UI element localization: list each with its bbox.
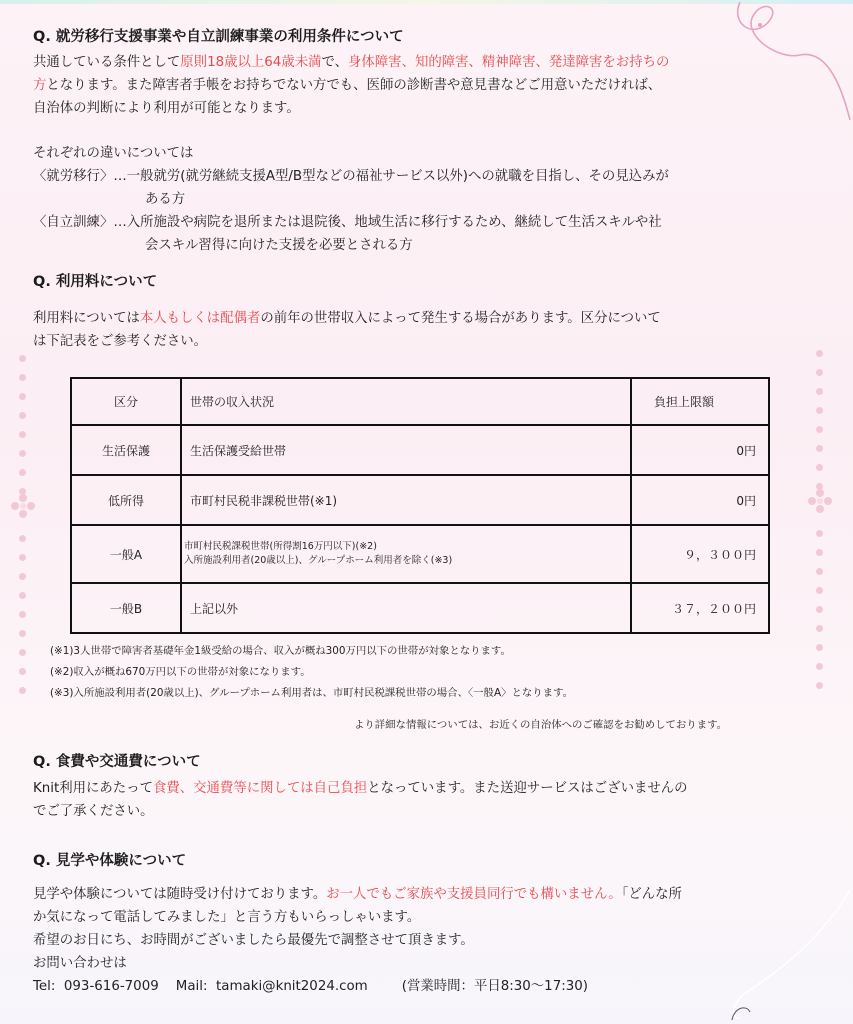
table-row (71, 475, 769, 525)
note-item: (※2)収入が概ね670万円以下の世帯が対象になります。 (50, 666, 311, 678)
table-cell-category: 一般A (71, 525, 181, 583)
q1-body: 共通している条件として原則18歳以上64歳未満で、身体障害、知的障害、精神障害、発達障害をお持ちの 方となります。また障害者手帳をお持ちでない方でも、医師の診断書や意見書などご用意いただければ、 自治体の判断により利用が可能となります。 (33, 55, 670, 116)
fee-table (70, 377, 770, 634)
q2-heading: Q. 利用料について (33, 274, 158, 290)
table-cell-limit: ９，３００円 (631, 525, 769, 583)
more-info-text: より詳細な情報については、お近くの自治体へのご確認をお勧めしております。 (354, 719, 728, 731)
q4-heading: Q. 見学や体験について (33, 853, 187, 869)
note-item: (※1)3人世帯で障害者基礎年金1級受給の場合、収入が概ね300万円以下の世帯が対象となります。 (50, 645, 511, 657)
table-header-cell: 世帯の収入状況 (181, 378, 631, 425)
table-cell-category: 一般B (71, 583, 181, 633)
table-header-row (71, 378, 769, 425)
contact-info: Tel: 093-616-7009 Mail: tamaki@knit2024.com (営業時間：平日8:30～17:30) (33, 979, 588, 994)
q2-body: 利用料については本人もしくは配偶者の前年の世帯収入によって発生する場合があります。区分について は下記表をご参考ください。 (33, 311, 661, 349)
note-item: (※3)入所施設利用者(20歳以上)、グループホーム利用者は、市町村民税課税世帯の場合、〈一般A〉となります。 (50, 687, 573, 699)
left-dots-decoration-lower (19, 535, 26, 706)
right-dots-decoration (816, 350, 823, 502)
table-header-cell: 区分 (71, 378, 181, 425)
table-notes (50, 641, 573, 704)
flower-right-icon (806, 487, 834, 515)
table-cell-status: 市町村民税非課税世帯(※1) (181, 475, 631, 525)
q3-body: Knit利用にあたって食費、交通費等に関しては自己負担となっています。また送迎サービスはございませんの でご了承ください。 (33, 781, 688, 819)
table-cell-status: 生活保護受給世帯 (181, 425, 631, 475)
table-cell-limit: 0円 (631, 475, 769, 525)
table-row (71, 525, 769, 583)
table-cell-category: 生活保護 (71, 425, 181, 475)
q1-heading: Q. 就労移行支援事業や自立訓練事業の利用条件について (33, 29, 404, 45)
q1-differences: それぞれの違いについては 〈就労移行〉…一般就労(就労継続支援A型/B型などの福祉サービス以外)への就職を目指し、その見込みが ある方 〈自立訓練〉…入所施設や病院を退所または退院後、地域生活に移行するため、継続して生活スキルや社 会スキル習得に向けた支援を必要とされる方 (33, 146, 669, 253)
q4-body: 見学や体験については随時受け付けております。お一人でもご家族や支援員同行でも構いません。「どんな所 か気になって電話してみました」と言う方もいらっしゃいます。 希望のお日にち、お時間がございましたら最優先で調整させて頂きます。 お問い合わせは Tel: 093-616-7009 Mail: tamaki@knit2024.com (営業時間：平日8:30～17:30) (33, 883, 682, 998)
table-cell-limit: 0円 (631, 425, 769, 475)
table-header-cell: 負担上限額 (631, 378, 769, 425)
flower-left-icon (9, 492, 37, 520)
table-cell-category: 低所得 (71, 475, 181, 525)
ribbon-decoration-icon (700, 0, 853, 150)
q3-heading: Q. 食費や交通費について (33, 754, 201, 770)
table-cell-status: 市町村民税課税世帯(所得割16万円以下)(※2) 入所施設利用者(20歳以上)、グループホーム利用者を除く(※3) (181, 525, 631, 583)
swirl-decoration-icon (720, 880, 853, 1024)
table-cell-status: 上記以外 (181, 583, 631, 633)
table-cell-limit: ３７，２００円 (631, 583, 769, 633)
table-row (71, 583, 769, 633)
right-dots-decoration-lower (816, 530, 823, 701)
left-dots-decoration (19, 355, 26, 507)
table-row (71, 425, 769, 475)
